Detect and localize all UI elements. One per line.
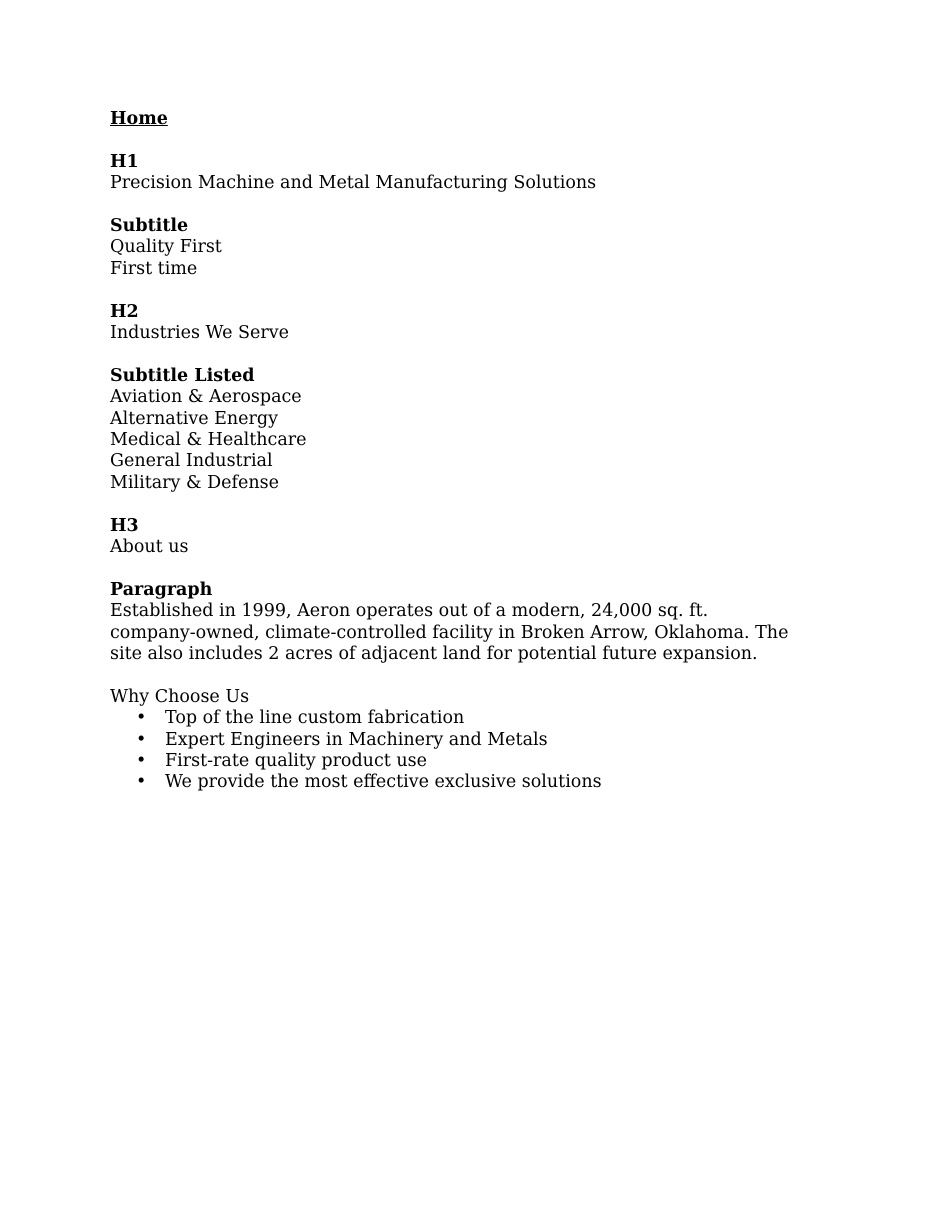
h1-label: H1 [110, 151, 139, 172]
paragraph-line: site also includes 2 acres of adjacent land for potential future expansion. [110, 644, 758, 665]
list-item-text: First-rate quality product use [165, 751, 427, 772]
document-page [110, 109, 840, 794]
paragraph-line: company-owned, climate-controlled facility in Broken Arrow, Oklahoma. The [110, 622, 789, 643]
industry-item: Medical & Healthcare [110, 430, 307, 451]
spacer [110, 280, 840, 301]
why-choose-us-list [110, 708, 840, 794]
spacer [110, 665, 840, 686]
list-item [110, 751, 840, 772]
spacer [110, 494, 840, 515]
list-item-text: Expert Engineers in Machinery and Metals [165, 729, 548, 750]
bullet-icon: • [136, 708, 147, 729]
h2-text: Industries We Serve [110, 323, 289, 344]
list-item-text: Top of the line custom fabrication [165, 708, 465, 729]
h1-text: Precision Machine and Metal Manufacturing Solutions [110, 173, 597, 194]
list-item [110, 708, 840, 729]
spacer [110, 558, 840, 579]
list-item-text: We provide the most effective exclusive solutions [165, 772, 602, 793]
why-choose-us-title: Why Choose Us [110, 686, 250, 707]
subtitle-line: First time [110, 258, 198, 279]
industry-item: General Industrial [110, 451, 273, 472]
list-item [110, 730, 840, 751]
paragraph-label: Paragraph [110, 579, 213, 600]
industry-item: Alternative Energy [110, 408, 278, 429]
home-heading: Home [110, 109, 168, 129]
bullet-icon: • [136, 729, 147, 750]
h3-text: About us [110, 537, 189, 558]
list-item [110, 772, 840, 793]
spacer [110, 130, 840, 151]
industry-item: Military & Defense [110, 472, 279, 493]
spacer [110, 344, 840, 365]
bullet-icon: • [136, 772, 147, 793]
h3-label: H3 [110, 515, 139, 536]
h2-label: H2 [110, 301, 139, 322]
spacer [110, 195, 840, 216]
industry-item: Aviation & Aerospace [110, 387, 302, 408]
subtitle-line: Quality First [110, 237, 222, 258]
subtitle-label: Subtitle [110, 216, 189, 236]
bullet-icon: • [136, 751, 147, 772]
paragraph-line: Established in 1999, Aeron operates out of a modern, 24,000 sq. ft. [110, 601, 709, 622]
subtitle-listed-label: Subtitle Listed [110, 365, 255, 386]
